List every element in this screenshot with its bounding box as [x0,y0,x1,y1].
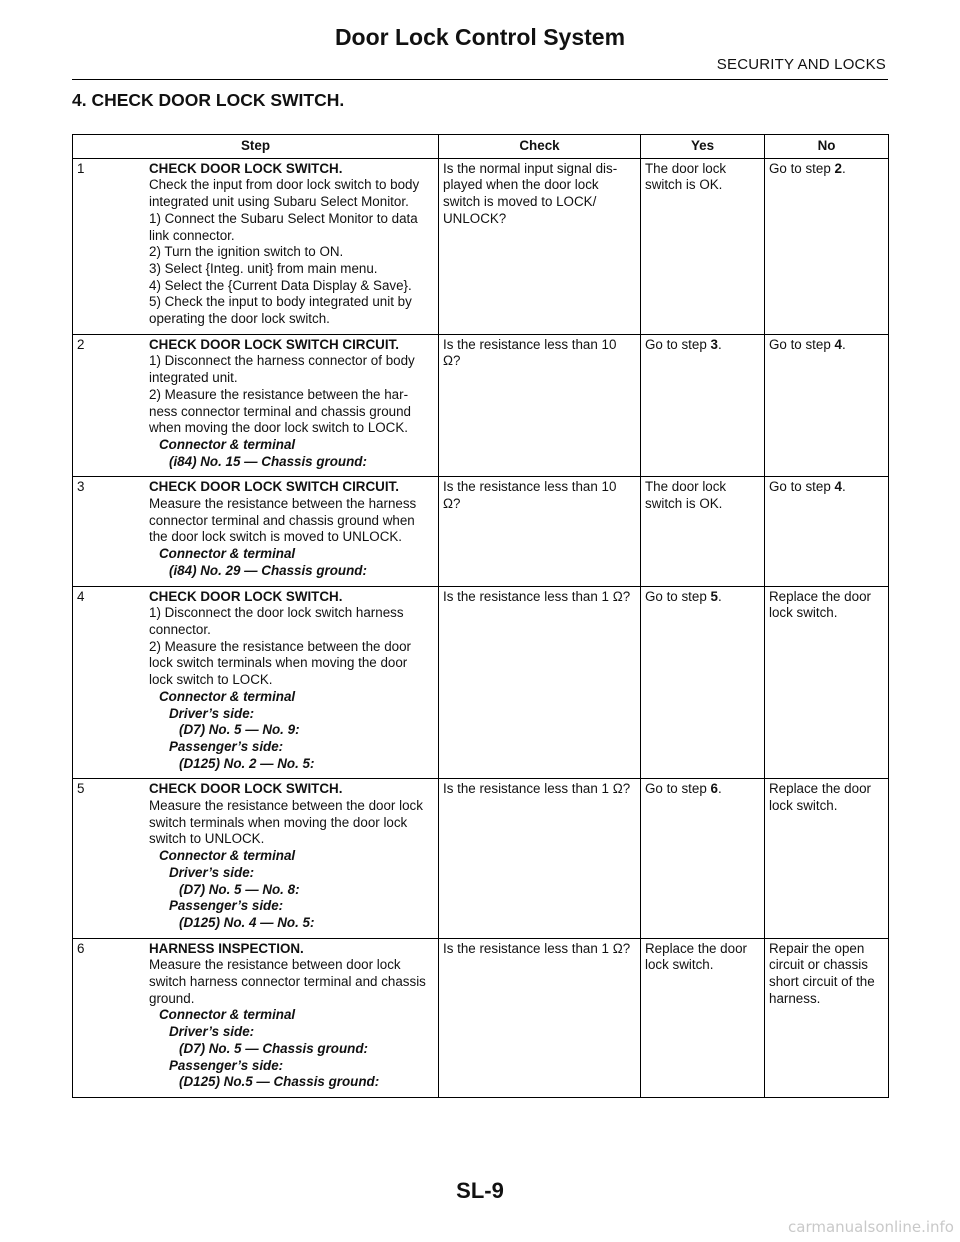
procedure-line: 1) Disconnect the door lock switch harness connector. [149,605,404,637]
yes-period: . [717,588,722,604]
yes-step-ref[interactable]: 3 [710,336,718,352]
section-name: SECURITY AND LOCKS [716,56,886,73]
no-text: Replace the door lock switch. [769,781,871,814]
yes-text: Replace the door lock switch. [645,940,747,973]
procedure-line: 1) Connect the Subaru Select Monitor to data link connector. [149,210,418,243]
connector-spec: Connector & terminal [159,436,296,452]
procedure-line: 2) Turn the ignition switch to ON. [149,244,344,260]
procedure-line: 3) Select {Integ. unit} from main menu. [149,260,378,276]
yes-cell [641,334,765,477]
yes-period: . [717,336,722,352]
watermark: carmanualsonline.info [788,1218,954,1236]
step-cell [73,586,439,779]
no-text: Go to step [769,479,835,495]
yes-text: Go to step [645,336,711,352]
connector-spec: Driver’s side: [169,705,255,721]
step-title: HARNESS INSPECTION. [149,940,304,956]
step-title: CHECK DOOR LOCK SWITCH CIRCUIT. [149,336,399,352]
procedure-line: 5) Check the input to body integrated unit by operating the door lock switch. [149,294,412,327]
connector-spec: (i84) No. 29 — Chassis ground: [169,562,367,578]
check-cell: Is the resistance less than 1 Ω? [439,586,641,779]
step-number: 2 [77,336,85,352]
connector-spec: Connector & terminal [159,848,296,864]
yes-step-ref[interactable]: 6 [710,781,718,797]
table-row [73,158,889,334]
page-number: SL-9 [456,1178,504,1203]
connector-spec: Connector & terminal [159,688,296,704]
yes-period: . [717,781,722,797]
table-row [73,586,889,779]
connector-spec: Connector & terminal [159,546,296,562]
yes-cell [641,586,765,779]
step-cell [73,334,439,477]
step-title: CHECK DOOR LOCK SWITCH CIRCUIT. [149,479,399,495]
step-title: CHECK DOOR LOCK SWITCH. [149,781,343,797]
table-row [73,477,889,586]
no-text: Go to step [769,160,835,176]
no-period: . [841,479,846,495]
connector-spec: Connector & terminal [159,1007,296,1023]
yes-step-ref[interactable]: 5 [710,588,718,604]
step-title: CHECK DOOR LOCK SWITCH. [149,160,343,176]
yes-text: Go to step [645,588,711,604]
connector-spec: Passenger’s side: [169,898,284,914]
section-heading: 4. CHECK DOOR LOCK SWITCH. [72,90,345,110]
step-cell [73,779,439,938]
diagnostic-table [72,134,889,1098]
column-header-no: No [765,135,889,159]
yes-text: The door lock switch is OK. [645,479,727,512]
table-row [73,334,889,477]
step-number: 3 [77,479,85,495]
table-row [73,779,889,938]
check-cell: Is the resistance less than 10 Ω? [439,334,641,477]
procedure-line: 2) Measure the resistance between the har-ness connector terminal and chassis ground when moving the door lock switch to LOCK. [149,386,412,436]
step-cell [73,477,439,586]
step-number: 1 [77,160,85,176]
yes-cell [641,158,765,334]
yes-cell [641,938,765,1097]
step-procedure [149,479,434,579]
step-title: CHECK DOOR LOCK SWITCH. [149,588,343,604]
no-cell [765,158,889,334]
yes-text: The door lock switch is OK. [645,160,727,193]
table-header-row [73,135,889,159]
no-text: Repair the open circuit or chassis short circuit of the harness. [769,940,875,1006]
column-header-step: Step [73,135,439,159]
no-cell [765,938,889,1097]
step-procedure [149,781,434,931]
procedure-line: 2) Measure the resistance between the door lock switch terminals when moving the door lock switch to LOCK. [149,638,412,688]
check-cell: Is the resistance less than 10 Ω? [439,477,641,586]
page-title: Door Lock Control System [334,24,626,50]
no-cell [765,586,889,779]
procedure-line: Measure the resistance between door lock switch harness connector terminal and chassis ground. [149,957,426,1006]
step-cell [73,938,439,1097]
procedure-line: Measure the resistance between the door lock switch terminals when moving the door lock switch to UNLOCK. [149,798,423,847]
connector-spec: (D7) No. 5 — No. 8: [179,881,300,897]
check-cell: Is the resistance less than 1 Ω? [439,938,641,1097]
connector-spec: (D125) No.5 — Chassis ground: [179,1074,380,1090]
step-number: 6 [77,940,85,956]
procedure-line: Measure the resistance between the harness connector terminal and chassis ground when the door lock switch is moved to UNLOCK. [149,496,417,545]
no-period: . [841,160,846,176]
step-procedure [149,161,434,328]
no-text: Go to step [769,336,835,352]
header-divider [72,79,888,80]
step-procedure [149,337,434,471]
step-cell [73,158,439,334]
no-cell [765,334,889,477]
connector-spec: (D7) No. 5 — Chassis ground: [179,1040,368,1056]
connector-spec: Driver’s side: [169,1024,255,1040]
step-procedure [149,589,434,773]
connector-spec: (i84) No. 15 — Chassis ground: [169,453,367,469]
column-header-yes: Yes [641,135,765,159]
connector-spec: Driver’s side: [169,864,255,880]
yes-cell [641,477,765,586]
step-procedure [149,941,434,1091]
step-number: 5 [77,781,85,797]
procedure-line: Check the input from door lock switch to body integrated unit using Subaru Select Monitor. [149,177,420,210]
procedure-line: 4) Select the {Current Data Display & Save}. [149,277,412,293]
no-period: . [841,336,846,352]
check-cell: Is the resistance less than 1 Ω? [439,779,641,938]
connector-spec: (D7) No. 5 — No. 9: [179,722,300,738]
no-step-ref[interactable]: 4 [834,479,842,495]
connector-spec: (D125) No. 2 — No. 5: [179,755,315,771]
procedure-line: 1) Disconnect the harness connector of body integrated unit. [149,353,415,386]
yes-cell [641,779,765,938]
yes-text: Go to step [645,781,711,797]
check-cell: Is the normal input signal dis-played when the door lock switch is moved to LOCK/ UNLOCK? [439,158,641,334]
no-cell [765,477,889,586]
no-cell [765,779,889,938]
column-header-check: Check [439,135,641,159]
no-text: Replace the door lock switch. [769,588,871,621]
no-step-ref[interactable]: 2 [834,160,842,176]
connector-spec: Passenger’s side: [169,738,284,754]
step-number: 4 [77,588,85,604]
table-body [73,158,889,1097]
connector-spec: (D125) No. 4 — No. 5: [179,914,315,930]
table-row [73,938,889,1097]
no-step-ref[interactable]: 4 [834,336,842,352]
connector-spec: Passenger’s side: [169,1057,284,1073]
